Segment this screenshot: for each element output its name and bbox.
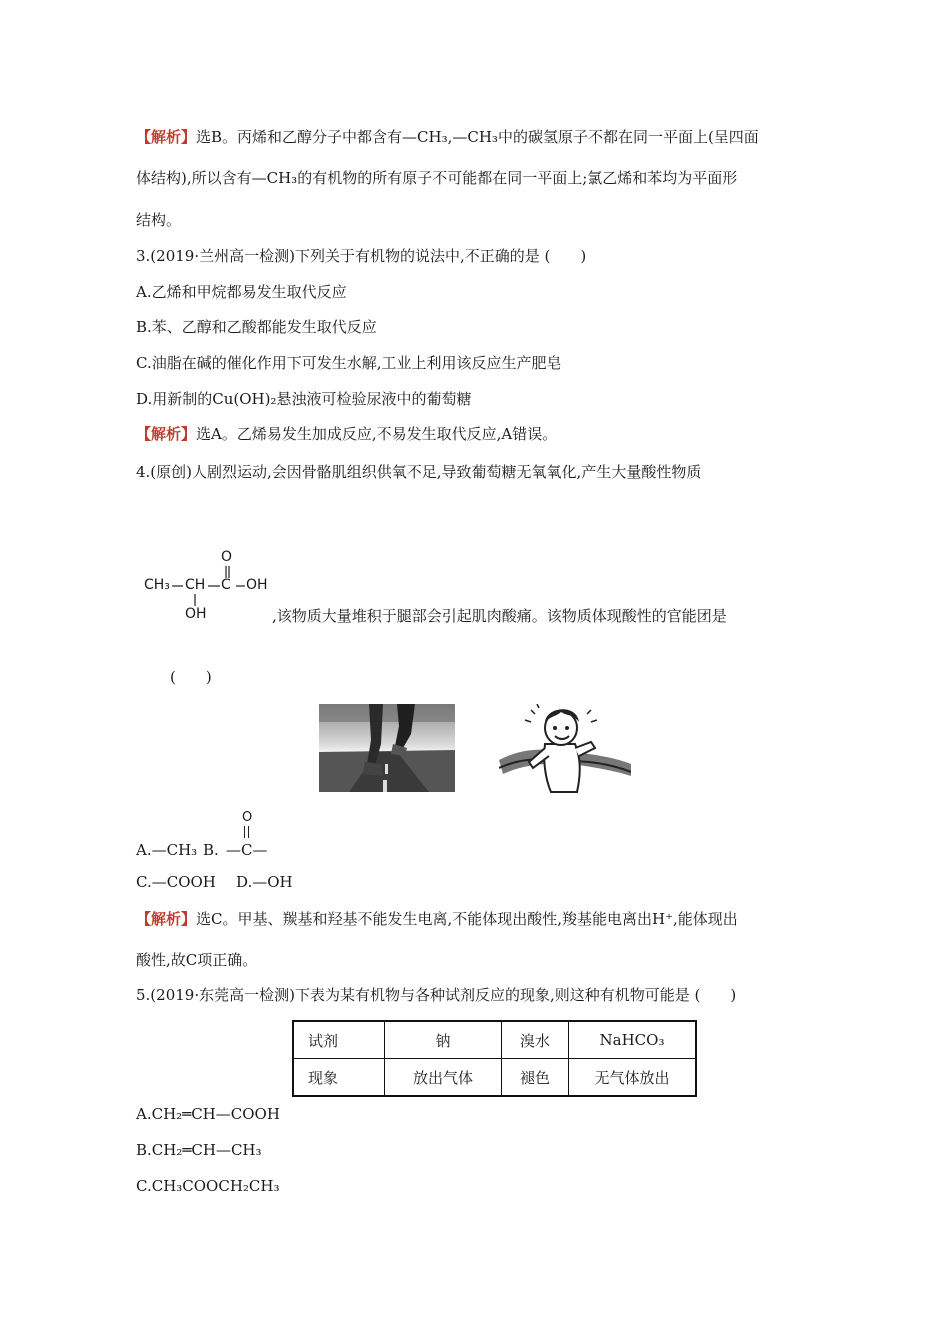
- q4-option-b-o: O: [242, 810, 253, 825]
- q4-option-a: A.—CH₃: [136, 841, 198, 859]
- table-row: [293, 1021, 696, 1059]
- q5-option-c: C.CH₃COOCH₂CH₃: [136, 1177, 280, 1195]
- analysis-tag: 【解析】: [136, 128, 197, 146]
- cartoon-runner-illustration: [499, 704, 631, 796]
- table-cell: 溴水: [502, 1021, 569, 1059]
- q5-option-a: A.CH₂═CH—COOH: [136, 1105, 280, 1123]
- reaction-table: [292, 1020, 697, 1097]
- q3-option-a: A.乙烯和甲烷都易发生取代反应: [136, 283, 347, 301]
- q3-option-c: C.油脂在碱的催化作用下可发生水解,工业上利用该反应生产肥皂: [136, 354, 562, 372]
- q4-option-d: D.—OH: [236, 873, 293, 891]
- q3-analysis-text: 选A。乙烯易发生加成反应,不易发生取代反应,A错误。: [196, 425, 558, 443]
- q5-stem: 5.(2019·东莞高一检测)下表为某有机物与各种试剂反应的现象,则这种有机物可能是 ( ): [136, 986, 737, 1004]
- q4-option-c: C.—COOH: [136, 873, 216, 891]
- table-cell: 褪色: [502, 1059, 569, 1097]
- table-cell: 现象: [293, 1059, 385, 1097]
- q4-analysis-line1: [136, 909, 738, 929]
- q4-stem: 4.(原创)人剧烈运动,会因骨骼肌组织供氧不足,导致葡萄糖无氧氧化,产生大量酸性物质: [136, 463, 702, 481]
- q4-option-b-prefix: B.: [203, 841, 219, 859]
- running-legs-photo: [319, 704, 455, 792]
- table-cell: 钠: [385, 1021, 502, 1059]
- formula-o: O: [221, 549, 233, 565]
- q4-answer-blank: ( ): [170, 668, 212, 686]
- q2-analysis-line3: 结构。: [136, 211, 182, 229]
- formula-ch3: CH₃: [144, 577, 170, 593]
- analysis-tag: 【解析】: [136, 425, 197, 443]
- q2-analysis-line1: [136, 127, 759, 147]
- formula-ch: CH: [185, 577, 206, 593]
- analysis-tag: 【解析】: [136, 910, 197, 928]
- formula-oh: OH: [246, 577, 268, 593]
- q4-option-b-double-bond: [244, 826, 249, 838]
- q4-stem-continued: ,该物质大量堆积于腿部会引起肌肉酸痛。该物质体现酸性的官能团是: [272, 607, 727, 625]
- q4-analysis-line2: 酸性,故C项正确。: [136, 951, 258, 969]
- table-cell: 放出气体: [385, 1059, 502, 1097]
- q2-analysis-line2: 体结构),所以含有—CH₃的有机物的所有原子不可能都在同一平面上;氯乙烯和苯均为平面形: [136, 169, 738, 187]
- q3-stem: 3.(2019·兰州高一检测)下列关于有机物的说法中,不正确的是 ( ): [136, 247, 587, 265]
- table-cell: NaHCO₃: [569, 1021, 697, 1059]
- q2-analysis-text1: 选B。丙烯和乙醇分子中都含有—CH₃,—CH₃中的碳氢原子不都在同一平面上(呈四面: [196, 128, 759, 146]
- q4-option-b-carbonyl: —C—: [226, 841, 268, 859]
- formula-oh-sub: OH: [185, 606, 207, 622]
- q4-analysis-text1: 选C。甲基、羰基和羟基不能发生电离,不能体现出酸性,羧基能电离出H⁺,能体现出: [196, 910, 738, 928]
- q3-option-d: D.用新制的Cu(OH)₂悬浊液可检验尿液中的葡萄糖: [136, 390, 472, 408]
- table-cell: 试剂: [293, 1021, 385, 1059]
- q3-analysis: [136, 424, 557, 444]
- q3-option-b: B.苯、乙醇和乙酸都能发生取代反应: [136, 318, 377, 336]
- table-cell: 无气体放出: [569, 1059, 697, 1097]
- table-row: [293, 1059, 696, 1097]
- q5-option-b: B.CH₂═CH—CH₃: [136, 1141, 262, 1159]
- formula-c: C: [221, 577, 231, 593]
